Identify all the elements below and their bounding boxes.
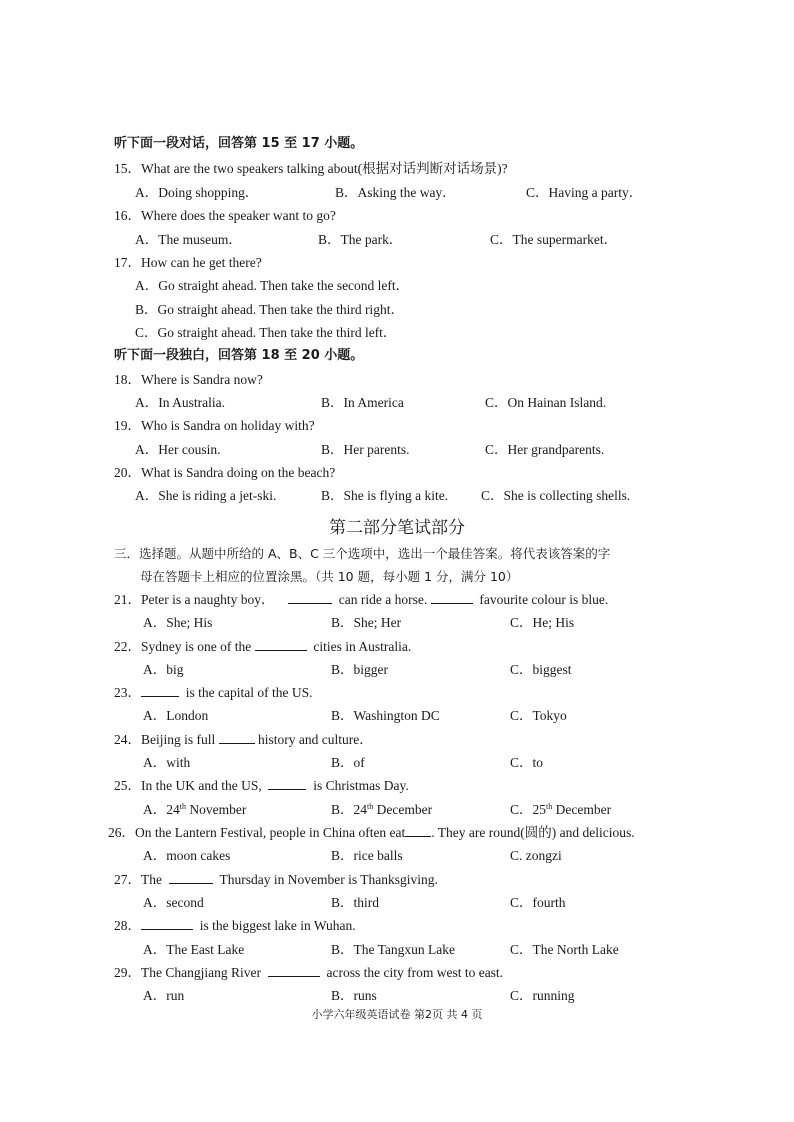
option-a[interactable]: A．The museum． [135,232,242,247]
question-number: 18． [114,372,141,387]
question-18 [114,371,263,389]
answer-blank[interactable] [169,871,213,884]
question-text: . They are round(圆的) and delicious. [431,825,635,840]
question-text: The Changjiang River [141,965,261,980]
question-24 [114,731,373,749]
question-number: 16． [114,208,141,223]
question-text: favourite colour is blue. [479,592,609,607]
option-c[interactable]: C．to [510,755,544,770]
option-b[interactable]: B．of [331,755,365,770]
question-text: can ride a horse. [338,592,428,607]
question-number: 22． [114,639,141,654]
question-23 [114,684,312,702]
question-text: Peter is a naughty boy． [141,592,275,607]
question-text: is the capital of the US. [185,685,313,700]
option-b[interactable]: B．In America [321,395,404,410]
option-a[interactable]: A．Go straight ahead. Then take the second left． [135,278,410,293]
question-text: The [141,872,162,887]
question-26 [108,824,635,842]
question-text: In the UK and the US, [141,778,262,793]
answer-blank[interactable] [219,731,255,744]
option-c[interactable]: C．He; His [510,615,575,630]
answer-blank[interactable] [268,777,306,790]
option-c[interactable]: C．On Hainan Island. [485,395,607,410]
answer-blank[interactable] [141,684,179,697]
question-28-options [0,941,794,959]
question-27-options [0,894,794,912]
option-a[interactable]: A．Her cousin. [135,442,221,457]
question-19-options [0,441,794,459]
answer-blank[interactable] [268,964,320,977]
answer-blank[interactable] [141,917,193,930]
option-c[interactable]: C．Having a party． [526,185,643,200]
question-number: 23． [114,685,141,700]
option-c[interactable]: C. zongzi [510,848,562,863]
answer-blank[interactable] [255,638,307,651]
option-b[interactable]: B．Her parents. [321,442,410,457]
question-28 [114,917,356,935]
question-text: is Christmas Day. [313,778,409,793]
question-29-options [0,987,794,1005]
question-text: history and culture． [258,732,373,747]
question-text: cities in Australia. [313,639,412,654]
question-text: What is Sandra doing on the beach? [141,465,336,480]
question-number: 28． [114,918,141,933]
answer-blank[interactable] [431,591,473,604]
option-a[interactable]: A．London [143,708,209,723]
question-21 [114,591,608,609]
question-22 [114,638,411,656]
option-a[interactable]: A．She; His [143,615,213,630]
option-b[interactable]: B．runs [331,988,377,1003]
option-c[interactable]: C．Go straight ahead. Then take the third left． [135,325,397,340]
option-a[interactable]: A．Doing shopping． [135,185,259,200]
question-text: What are the two speakers talking about(根据对话判断对话场景)? [141,161,508,176]
question-16-options [0,231,794,249]
option-b[interactable]: B．The park． [318,232,403,247]
option-a[interactable]: A．big [143,662,184,677]
question-number: 20． [114,465,141,480]
question-text: Where does the speaker want to go? [141,208,336,223]
question-number: 27． [114,872,141,887]
option-a[interactable]: A．with [143,755,191,770]
option-b[interactable]: B．rice balls [331,848,403,863]
question-27 [114,871,438,889]
question-text: across the city from west to east. [326,965,504,980]
question-number: 17． [114,255,141,270]
option-b[interactable]: B．24th December [331,802,433,817]
answer-blank[interactable] [405,824,431,837]
instructions-line-1: 三．选择题。从题中所给的 A、B、C 三个选项中，选出一个最佳答案。将代表该答案的字 [114,546,611,561]
option-c[interactable]: C．She is collecting shells. [481,488,631,503]
option-c[interactable]: C．25th December [510,802,612,817]
option-b[interactable]: B．Go straight ahead. Then take the third right． [135,302,404,317]
question-26-options [0,847,794,865]
option-a[interactable]: A．She is riding a jet-ski. [135,488,277,503]
question-16 [114,207,336,225]
option-b[interactable]: B．The Tangxun Lake [331,942,456,957]
option-a[interactable]: A．run [143,988,185,1003]
option-c[interactable]: C．biggest [510,662,572,677]
option-c[interactable]: C．The North Lake [510,942,619,957]
question-text: Sydney is one of the [141,639,252,654]
option-a[interactable]: A．moon cakes [143,848,231,863]
listening-heading-1: 听下面一段对话，回答第 15 至 17 小题。 [114,136,364,151]
question-23-options [0,707,794,725]
option-b[interactable]: B．She; Her [331,615,402,630]
option-c[interactable]: C．fourth [510,895,566,910]
question-19 [114,417,315,435]
question-25-options [0,801,794,819]
instructions-line-2: 母在答题卡上相应的位置涂黑。（共 10 题，每小题 1 分，满分 10） [140,569,519,584]
option-c[interactable]: C．Her grandparents. [485,442,605,457]
listening-heading-2: 听下面一段独白，回答第 18 至 20 小题。 [114,348,364,363]
question-text: Beijing is full [141,732,216,747]
question-text: is the biggest lake in Wuhan. [199,918,356,933]
question-text: Where is Sandra now? [141,372,263,387]
option-a[interactable]: A．In Australia. [135,395,225,410]
option-b[interactable]: B．She is flying a kite. [321,488,449,503]
question-text: How can he get there? [141,255,262,270]
question-number: 15． [114,161,141,176]
question-number: 25． [114,778,141,793]
question-24-options [0,754,794,772]
question-20-options [0,487,794,505]
question-20 [114,464,335,482]
option-b[interactable]: B．Asking the way． [335,185,456,200]
option-b[interactable]: B．bigger [331,662,388,677]
option-c[interactable]: C．running [510,988,575,1003]
question-18-options [0,394,794,412]
question-number: 21． [114,592,141,607]
option-a[interactable]: A．24th November [143,802,247,817]
question-text: On the Lantern Festival, people in China often eat [135,825,406,840]
question-15-options [0,184,794,202]
question-15 [114,160,508,178]
question-17 [114,254,262,272]
answer-blank[interactable] [288,591,332,604]
option-a[interactable]: A．The East Lake [143,942,245,957]
section-title: 第二部分笔试部分 [329,518,465,538]
question-number: 19． [114,418,141,433]
question-21-options [0,614,794,632]
question-22-options [0,661,794,679]
question-number: 29． [114,965,141,980]
question-number: 24． [114,732,141,747]
question-29 [114,964,503,982]
question-number: 26． [108,825,135,840]
option-c[interactable]: C．Tokyo [510,708,567,723]
page-footer: 小学六年级英语试卷 第2页 共 4 页 [311,1008,483,1021]
option-b[interactable]: B．third [331,895,380,910]
question-text: Thursday in November is Thanksgiving. [219,872,438,887]
option-a[interactable]: A．second [143,895,204,910]
option-c[interactable]: C．The supermarket． [490,232,618,247]
question-25 [114,777,409,795]
option-b[interactable]: B．Washington DC [331,708,440,723]
question-text: Who is Sandra on holiday with? [141,418,315,433]
